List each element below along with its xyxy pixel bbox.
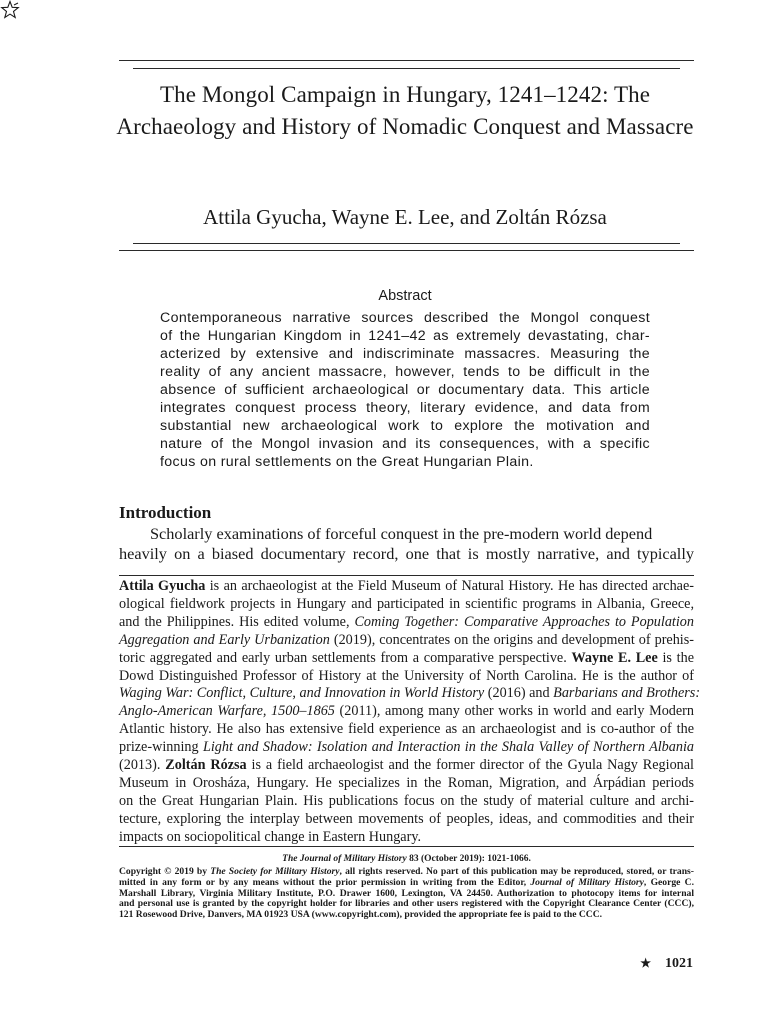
article-title-line-2: Archaeology and History of Nomadic Conquest and Massacre <box>116 114 694 139</box>
italic-title: The Society for Military History <box>210 866 340 877</box>
text-run: mitted in any form or by any means without the prior permission in writing from the Editor, <box>119 876 531 888</box>
text-run: Atlantic history. He also has extensive field experience as an archaeologist and is co-author of the <box>119 721 694 738</box>
text-run: , George C. <box>643 876 695 888</box>
author-name: Zoltán Rózsa <box>165 757 247 773</box>
text-run: tecture, exploring the interplay between movements of peoples, ideas, and commodities and their <box>119 810 694 827</box>
text-run: Museum in Orosháza, Hungary. He specializes in the Roman, Migration, and Árpádian periods <box>119 774 694 791</box>
footnote-line <box>119 578 694 595</box>
header-rule-top-inner <box>133 68 680 69</box>
page-number: 1021 <box>665 956 693 971</box>
star-icon: ★ <box>640 956 651 970</box>
journal-volume-issue: 83 (October 2019): 1021-1066. <box>406 854 531 864</box>
footnote-line <box>119 614 694 631</box>
abstract-line: substantial new archaeological work to explore the motivation and <box>160 418 650 434</box>
copyright-line <box>119 866 694 877</box>
italic-title: Waging War: Conflict, Culture, and Innovation in World History <box>119 685 485 702</box>
footnote-line <box>119 596 694 613</box>
text-run: impacts on sociopolitical change in Eastern Hungary. <box>119 828 422 845</box>
article-title-line-1: The Mongol Campaign in Hungary, 1241–1242: The <box>159 82 651 107</box>
header-rule-bottom-inner <box>133 243 680 244</box>
text-run: 121 Rosewood Drive, Danvers, MA 01923 USA (www.copyright.com), provided the appropriate fee is paid to the CCC. <box>119 909 603 921</box>
copyright-line <box>119 877 694 888</box>
text-run: and the Philippines. His edited volume, <box>119 613 355 630</box>
text-run: (2019), concentrates on the origins and development of prehis- <box>329 631 694 648</box>
footnote-line <box>119 793 694 810</box>
article-authors: Attila Gyucha, Wayne E. Lee, and Zoltán Rózsa <box>203 205 607 229</box>
footnote-line <box>119 703 694 720</box>
footnote-line <box>119 650 694 667</box>
footnote-line <box>119 632 694 649</box>
text-run: ological fieldwork projects in Hungary and participated in scientific programs in Albania, Greece, <box>119 595 694 612</box>
abstract-line: absence of sufficient archaeological or documentary data. This article <box>160 382 650 398</box>
abstract-line: acterized by extensive and indiscriminate massacres. Measuring the <box>160 346 650 362</box>
copyright-line <box>119 909 694 920</box>
footnote-line <box>119 721 694 738</box>
footnote-rule <box>119 575 694 576</box>
footnote-rule-bottom <box>119 846 694 847</box>
text-run: , all rights reserved. No part of this publication may be reproduced, stored, or trans- <box>339 866 694 877</box>
text-run: Dowd Distinguished Professor of History at the University of North Carolina. He is the author of <box>119 667 694 684</box>
body-text-line: Scholarly examinations of forceful conquest in the pre-modern world depend <box>150 524 653 543</box>
body-text-line: heavily on a biased documentary record, one that is mostly narrative, and typically <box>119 544 694 563</box>
italic-title: Barbarians and Brothers: <box>553 685 701 702</box>
abstract-line: focus on rural settlements on the Great Hungarian Plain. <box>160 454 534 470</box>
italic-title: Anglo-American Warfare, 1500–1865 <box>119 703 335 720</box>
text-run: is an archaeologist at the Field Museum of Natural History. He has directed archae- <box>205 578 694 594</box>
footnote-line <box>119 668 694 685</box>
text-run: is a field archaeologist and the former director of the Gyula Nagy Regional <box>246 757 694 773</box>
text-run: Copyright © 2019 by <box>119 866 211 877</box>
abstract-line: nature of the Mongol invasion and its consequences, with a specific <box>160 436 650 452</box>
footnote-line <box>119 685 701 702</box>
page-footer <box>640 956 693 972</box>
abstract-line: of the Hungarian Kingdom in 1241–42 as extremely devastating, char- <box>160 328 650 344</box>
copyright-line <box>119 888 694 899</box>
abstract-heading: Abstract <box>378 288 432 304</box>
text-run: (2011), among many other works in world and early Modern <box>334 703 694 720</box>
abstract-line: integrates conquest process theory, literary evidence, and data from <box>160 400 650 416</box>
text-run: (2013). <box>119 757 166 773</box>
author-name: Attila Gyucha <box>119 578 206 594</box>
text-run: Marshall Library, Virginia Military Institute, P.O. Drawer 1600, Lexington, VA 24450. Authorization to photocopy items for internal <box>119 887 694 899</box>
italic-title: Journal of Military History <box>530 876 644 888</box>
author-name: Wayne E. Lee <box>571 649 658 666</box>
text-run: is the <box>657 649 694 666</box>
abstract-line: Contemporaneous narrative sources described the Mongol conquest <box>160 310 650 326</box>
italic-title: Light and Shadow: Isolation and Interaction in the Shala Valley of Northern Albania <box>202 739 694 756</box>
italic-title: Coming Together: Comparative Approaches to Population <box>354 613 694 630</box>
text-run: and personal use is granted by the copyright holder for libraries and other users registered with the Copyright Clearance Center (CCC), <box>119 898 694 910</box>
italic-title: Aggregation and Early Urbanization <box>119 631 330 648</box>
text-run: on the Great Hungarian Plain. His publications focus on the study of material culture and archi- <box>119 792 694 809</box>
footnote-line <box>119 775 694 792</box>
journal-citation <box>119 854 694 864</box>
outline-star-icon <box>0 0 20 20</box>
footnote-line <box>119 739 694 756</box>
text-run: (2016) and <box>484 685 554 702</box>
introduction-heading: Introduction <box>119 503 212 522</box>
footnote-line <box>119 757 694 774</box>
text-run: toric aggregated and early urban settlements from a comparative perspective. <box>119 649 572 666</box>
footnote-line <box>119 829 694 846</box>
journal-name: The Journal of Military History <box>282 854 407 864</box>
footnote-line <box>119 811 694 828</box>
abstract-line: reality of any ancient massacre, however, tends to be difficult in the <box>160 364 650 380</box>
copyright-line <box>119 898 694 909</box>
header-rule-top <box>119 60 694 61</box>
text-run: prize-winning <box>119 739 203 756</box>
header-rule-bottom <box>119 250 694 251</box>
